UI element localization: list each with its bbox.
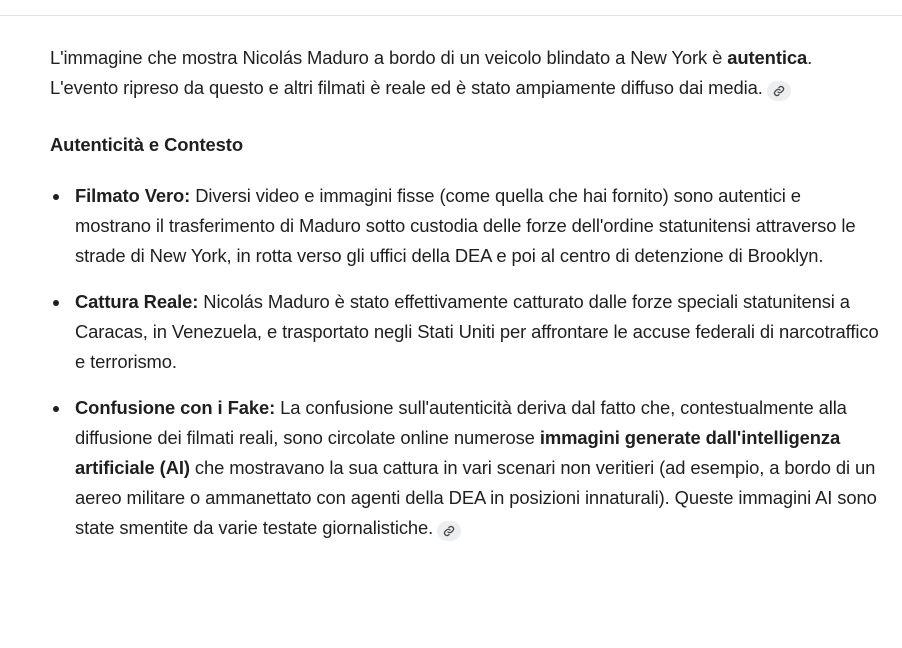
list-item xyxy=(50,393,880,543)
section-heading: Autenticità e Contesto xyxy=(50,134,243,155)
list-item xyxy=(50,287,880,377)
bullet-text-pre: La confusione sull'autenticità deriva dal fatto che, contestualmente alla diffusione dei filmati reali, sono circolate online numerose xyxy=(75,397,847,448)
bullet-text-bold: immagini generate dall'intelligenza artificiale (AI) xyxy=(75,427,841,478)
intro-text-pre: L'immagine che mostra Nicolás Maduro a bordo di un veicolo blindato a New York è xyxy=(50,47,728,68)
link-icon xyxy=(443,525,455,537)
bullet-title: Cattura Reale: xyxy=(75,291,199,312)
bullet-text: Diversi video e immagini fisse (come quella che hai fornito) sono autentici e mostrano il trasferimento di Maduro sotto custodia delle forze dell'ordine statunitensi attraverso le strade di New York, in rotta verso gli uffici della DEA e poi al centro di detenzione di Brooklyn. xyxy=(75,185,856,266)
intro-text-post: . L'evento ripreso da questo e altri filmati è reale ed è stato ampiamente diffuso dai media. xyxy=(50,47,813,98)
intro-text-bold: autentica xyxy=(727,47,808,68)
bullet-text: Nicolás Maduro è stato effettivamente catturato dalle forze speciali statunitensi a Caracas, in Venezuela, e trasportato negli Stati Uniti per affrontare le accuse federali di narcotraffico e terrorismo. xyxy=(75,291,879,372)
bullet-title: Filmato Vero: xyxy=(75,185,191,206)
response-content xyxy=(50,43,880,559)
source-link-button[interactable] xyxy=(767,81,791,101)
list-item xyxy=(50,181,880,271)
bullet-list xyxy=(50,181,880,543)
bullet-title: Confusione con i Fake: xyxy=(75,397,276,418)
bullet-text-post: che mostravano la sua cattura in vari scenari non veritieri (ad esempio, a bordo di un aereo militare o ammanettato con agenti della DEA in posizioni innaturali). Queste immagini AI sono state smentite da varie testate giornalistiche. xyxy=(75,457,877,538)
source-link-button[interactable] xyxy=(437,521,461,541)
top-divider xyxy=(0,15,902,16)
link-icon xyxy=(773,85,785,97)
intro-paragraph xyxy=(50,43,880,103)
